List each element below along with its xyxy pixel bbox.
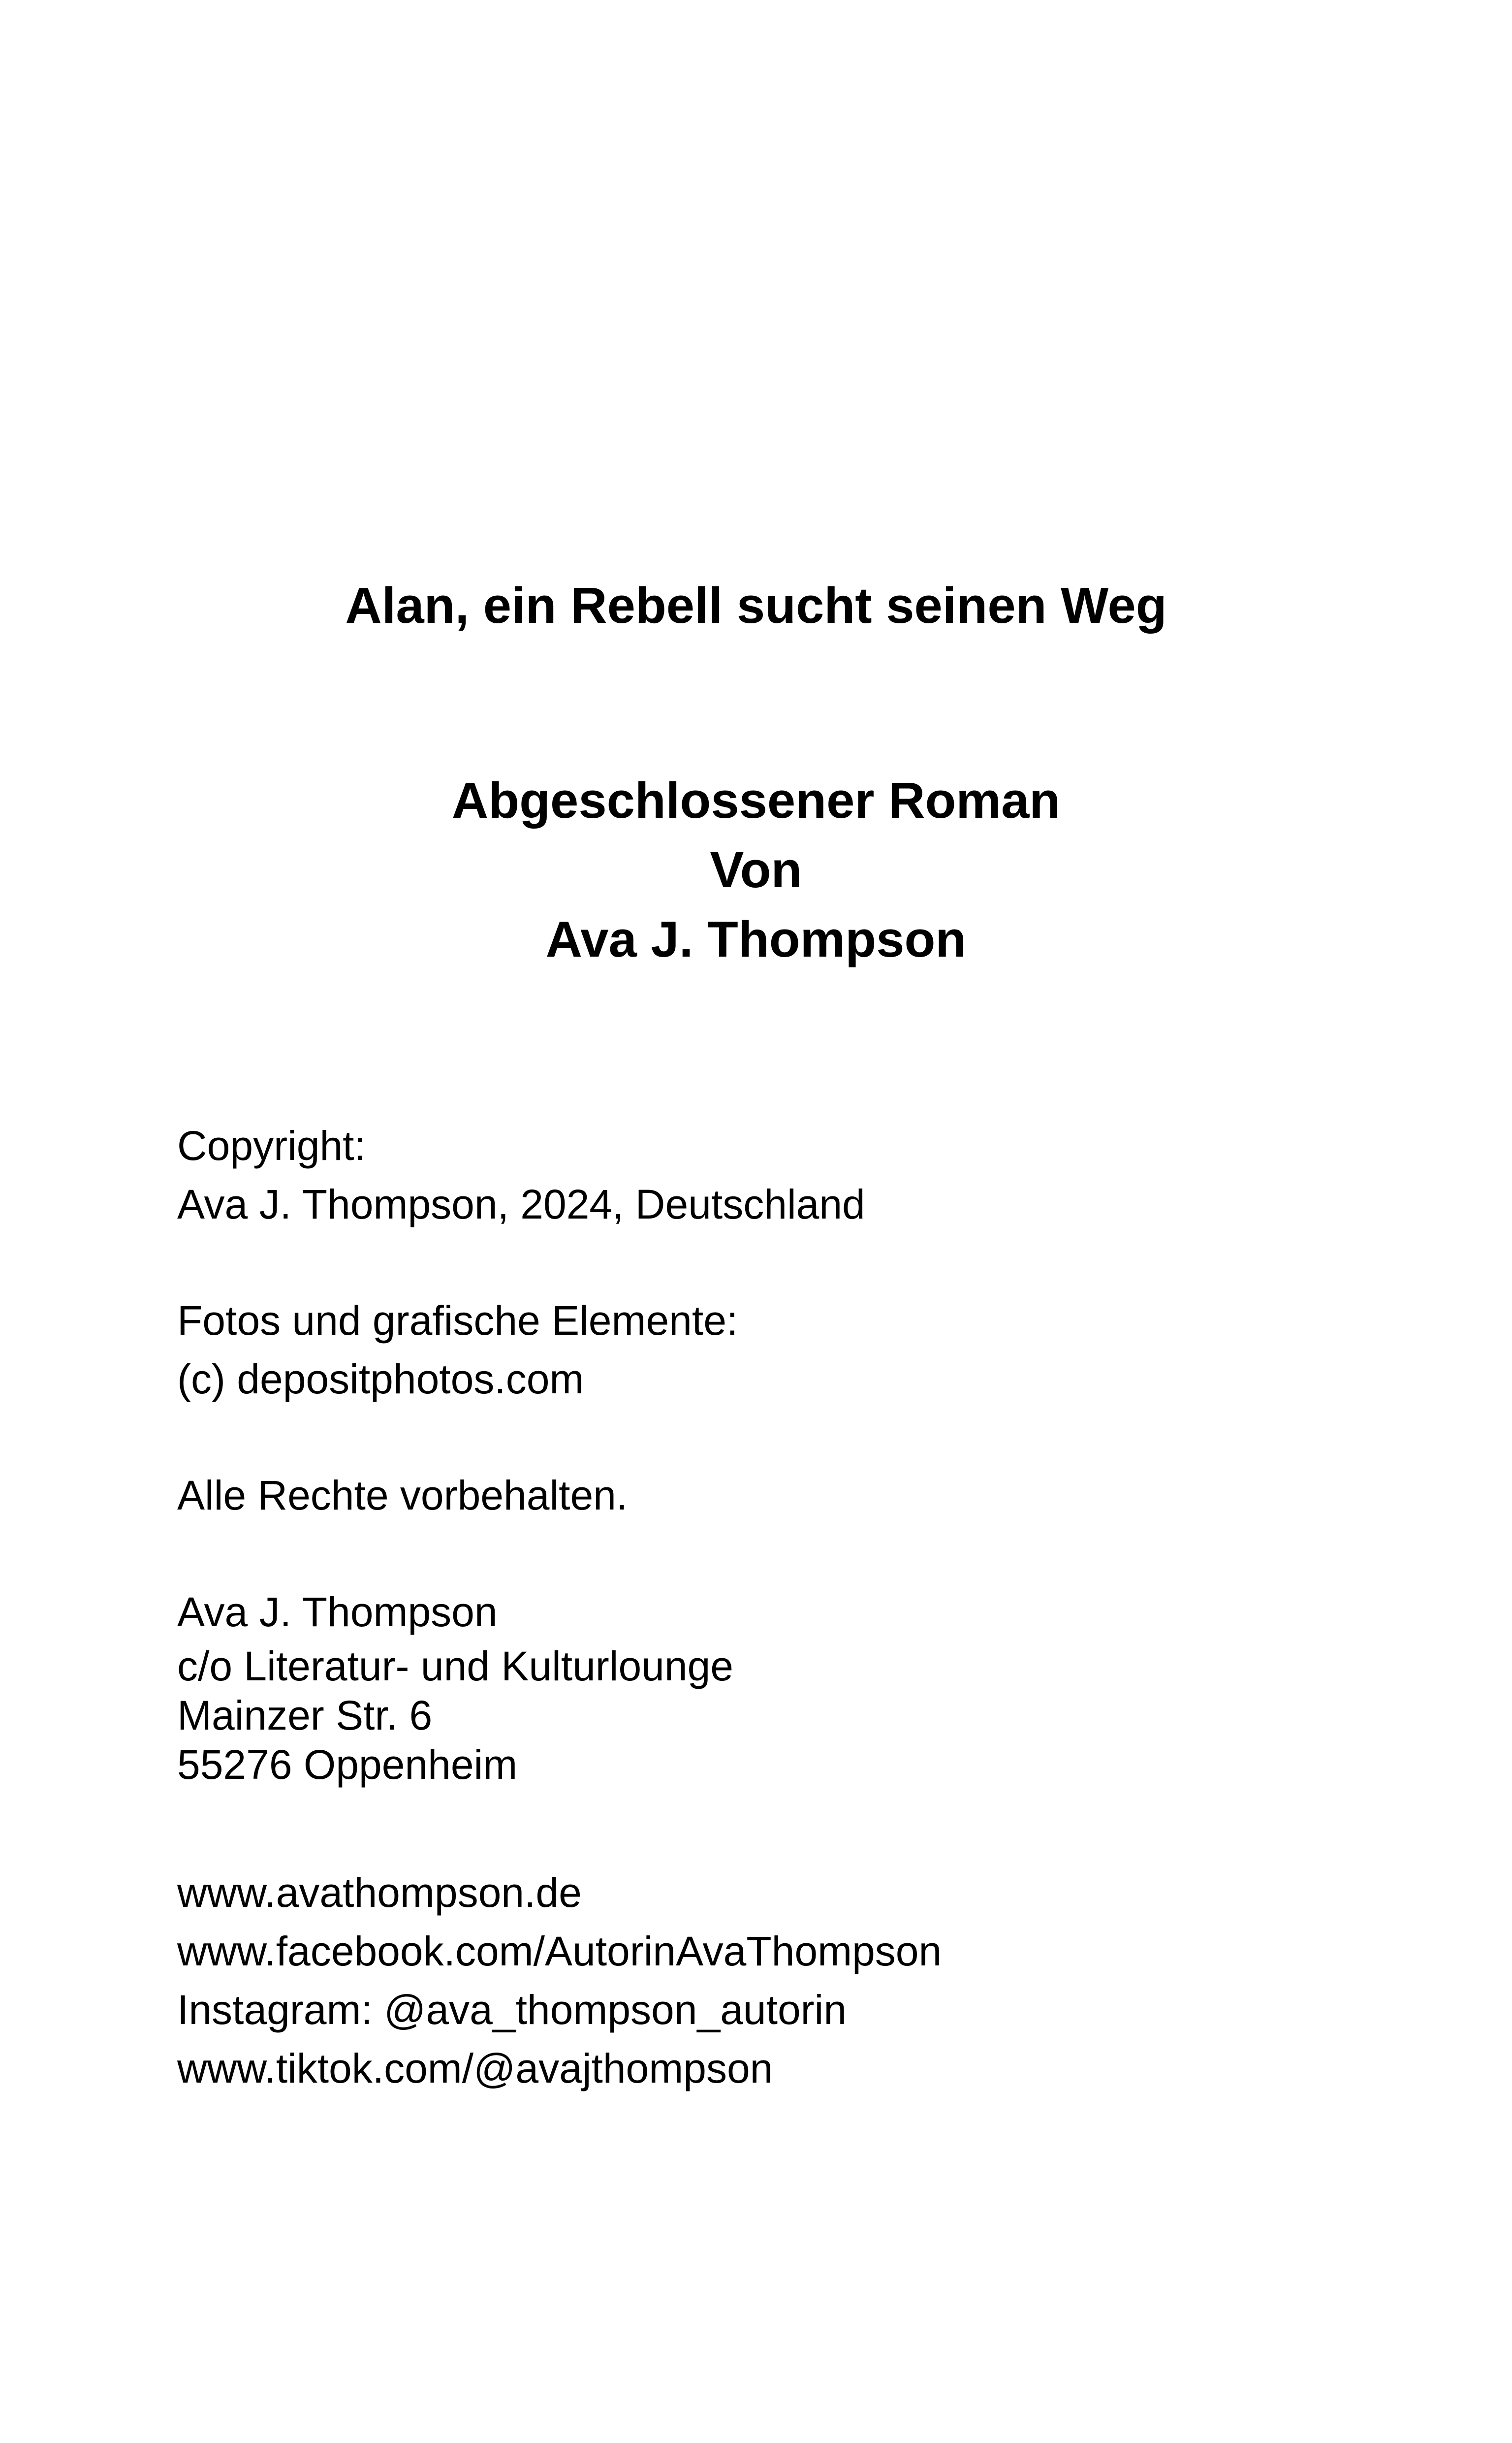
by-line: Von (710, 841, 802, 898)
rights-text: Alle Rechte vorbehalten. (177, 1472, 628, 1518)
copyright-label: Copyright: (177, 1123, 366, 1169)
instagram-link[interactable]: Instagram: @ava_thompson_autorin (177, 1987, 847, 2033)
facebook-link[interactable]: www.facebook.com/AutorinAvaThompson (177, 1928, 942, 1974)
links-section (177, 1864, 942, 2098)
tiktok-link[interactable]: www.tiktok.com/@avajthompson (177, 2045, 773, 2091)
book-title: Alan, ein Rebell sucht seinen Weg (345, 577, 1167, 634)
contact-name-section (177, 1583, 498, 1641)
address-line: Mainzer Str. 6 (177, 1692, 433, 1738)
copyright-section (177, 1117, 865, 1234)
photos-label: Fotos und grafische Elemente: (177, 1297, 738, 1344)
genre-line: Abgeschlossener Roman (451, 772, 1061, 829)
address-line: c/o Literatur- und Kulturlounge (177, 1643, 734, 1689)
contact-name: Ava J. Thompson (177, 1589, 498, 1635)
author-line: Ava J. Thompson (545, 911, 967, 967)
address-line: 55276 Oppenheim (177, 1741, 518, 1788)
website-link[interactable]: www.avathompson.de (177, 1869, 582, 1916)
photos-section (177, 1291, 738, 1409)
rights-section (177, 1466, 628, 1525)
subtitle-block (0, 766, 1512, 974)
photos-source: (c) depositphotos.com (177, 1356, 584, 1402)
contact-address (177, 1641, 733, 1789)
copyright-line: Ava J. Thompson, 2024, Deutschland (177, 1181, 865, 1227)
